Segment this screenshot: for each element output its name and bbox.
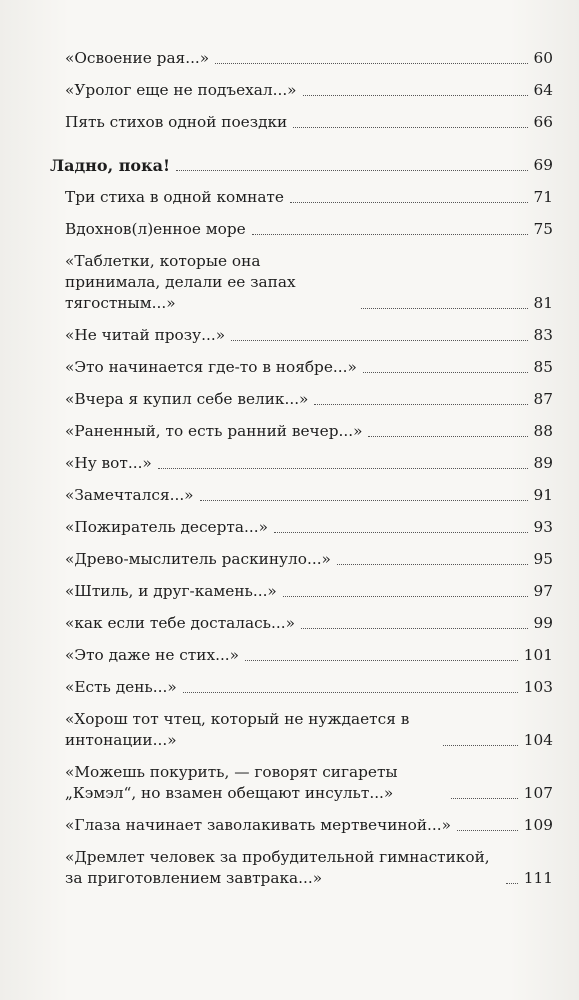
toc-section-title: Ладно, пока! bbox=[50, 156, 171, 175]
toc-entry bbox=[50, 613, 553, 634]
leader-dots bbox=[231, 340, 527, 341]
toc-entry-title: «Ну вот...» bbox=[65, 454, 152, 472]
toc-entry bbox=[50, 357, 553, 378]
toc-entry-page: 75 bbox=[533, 220, 553, 238]
toc-entry-page: 88 bbox=[533, 422, 553, 440]
toc-entry-page: 93 bbox=[533, 518, 553, 536]
leader-dots bbox=[176, 170, 528, 171]
toc-entry-title: «Раненный, то есть ранний вечер...» bbox=[65, 422, 363, 440]
toc-entry bbox=[50, 581, 553, 602]
toc-entry-title: Вдохнов(л)енное море bbox=[65, 220, 246, 238]
toc-entry-page: 89 bbox=[533, 454, 553, 472]
toc-entry bbox=[50, 112, 553, 133]
toc-entry-title: «Хорош тот чтец, который не нуждается в интонации...» bbox=[65, 710, 410, 749]
toc-entry-title: «Штиль, и друг-камень...» bbox=[65, 582, 277, 600]
toc-entry-page: 99 bbox=[533, 614, 553, 632]
toc-entry-page: 95 bbox=[533, 550, 553, 568]
toc-entry bbox=[50, 762, 553, 804]
leader-dots bbox=[451, 798, 518, 799]
toc-entry-title: «Это начинается где-то в ноябре...» bbox=[65, 358, 357, 376]
toc-section-entry bbox=[50, 155, 553, 176]
leader-dots bbox=[274, 532, 528, 533]
toc-entry-title: Пять стихов одной поездки bbox=[65, 113, 288, 131]
toc-entry bbox=[50, 485, 553, 506]
leader-dots bbox=[301, 628, 528, 629]
toc-entry-title: «Замечтался...» bbox=[65, 486, 194, 504]
toc-entry bbox=[50, 453, 553, 474]
leader-dots bbox=[457, 830, 518, 831]
leader-dots bbox=[215, 63, 527, 64]
leader-dots bbox=[158, 468, 528, 469]
toc-entry bbox=[50, 219, 553, 240]
toc-entry-title: «Есть день...» bbox=[65, 678, 177, 696]
toc-entry bbox=[50, 48, 553, 69]
toc-entry-page: 111 bbox=[523, 869, 553, 887]
toc-entry-page: 87 bbox=[533, 390, 553, 408]
leader-dots bbox=[252, 234, 528, 235]
toc-entry bbox=[50, 80, 553, 101]
toc-entry-page: 109 bbox=[523, 816, 553, 834]
toc-entry bbox=[50, 677, 553, 698]
toc-entry-title: «Можешь покурить, — говорят сигареты „Кэмэл“, но взамен обещают инсульт...» bbox=[65, 763, 398, 802]
leader-dots bbox=[443, 745, 518, 746]
leader-dots bbox=[361, 308, 528, 309]
toc-entry-page: 104 bbox=[523, 731, 553, 749]
toc-entry-page: 81 bbox=[533, 294, 553, 312]
leader-dots bbox=[314, 404, 527, 405]
toc-entry-title: «Освоение рая...» bbox=[65, 49, 210, 67]
toc-entry-title: «Древо-мыслитель раскинуло...» bbox=[65, 550, 331, 568]
leader-dots bbox=[293, 127, 527, 128]
toc-entry-page: 69 bbox=[533, 156, 553, 174]
toc-entry-title: «Таблетки, которые она принимала, делали ее запах тягостным...» bbox=[65, 252, 296, 312]
leader-dots bbox=[368, 436, 527, 437]
toc-entry-page: 64 bbox=[533, 81, 553, 99]
toc-entry bbox=[50, 251, 553, 314]
leader-dots bbox=[506, 883, 518, 884]
toc-entry bbox=[50, 517, 553, 538]
leader-dots bbox=[337, 564, 528, 565]
toc-entry-title: Три стиха в одной комнате bbox=[65, 188, 284, 206]
toc-entry-page: 83 bbox=[533, 326, 553, 344]
toc-entry-title: «Дремлет человек за пробудительной гимнастикой, за приготовлением завтрака...» bbox=[65, 848, 490, 887]
toc-entry bbox=[50, 325, 553, 346]
leader-dots bbox=[283, 596, 528, 597]
toc-entry bbox=[50, 645, 553, 666]
toc-entry-page: 101 bbox=[523, 646, 553, 664]
toc-entry bbox=[50, 187, 553, 208]
toc-entry-title: «Глаза начинает заволакивать мертвечиной...» bbox=[65, 816, 451, 834]
toc-entry bbox=[50, 421, 553, 442]
toc-entry-title: «Вчера я купил себе велик...» bbox=[65, 390, 309, 408]
toc-entry-page: 103 bbox=[523, 678, 553, 696]
toc-entry-title: «Не читай прозу...» bbox=[65, 326, 226, 344]
toc-entry-page: 71 bbox=[533, 188, 553, 206]
toc-entry bbox=[50, 389, 553, 410]
toc-entry-page: 107 bbox=[523, 784, 553, 802]
toc-entry bbox=[50, 847, 553, 889]
toc-entry-page: 97 bbox=[533, 582, 553, 600]
toc-entry-page: 60 bbox=[533, 49, 553, 67]
leader-dots bbox=[303, 95, 528, 96]
leader-dots bbox=[183, 692, 518, 693]
table-of-contents bbox=[50, 48, 553, 889]
toc-entry-title: «Это даже не стих...» bbox=[65, 646, 240, 664]
leader-dots bbox=[200, 500, 528, 501]
toc-entry bbox=[50, 815, 553, 836]
toc-entry bbox=[50, 549, 553, 570]
leader-dots bbox=[245, 660, 518, 661]
leader-dots bbox=[290, 202, 528, 203]
toc-entry-page: 91 bbox=[533, 486, 553, 504]
toc-entry-page: 85 bbox=[533, 358, 553, 376]
toc-entry-title: «Пожиратель десерта...» bbox=[65, 518, 268, 536]
toc-entry-title: «Уролог еще не подъехал...» bbox=[65, 81, 297, 99]
toc-entry-title: «как если тебе досталась...» bbox=[65, 614, 295, 632]
toc-entry-page: 66 bbox=[533, 113, 553, 131]
leader-dots bbox=[363, 372, 528, 373]
toc-entry bbox=[50, 709, 553, 751]
